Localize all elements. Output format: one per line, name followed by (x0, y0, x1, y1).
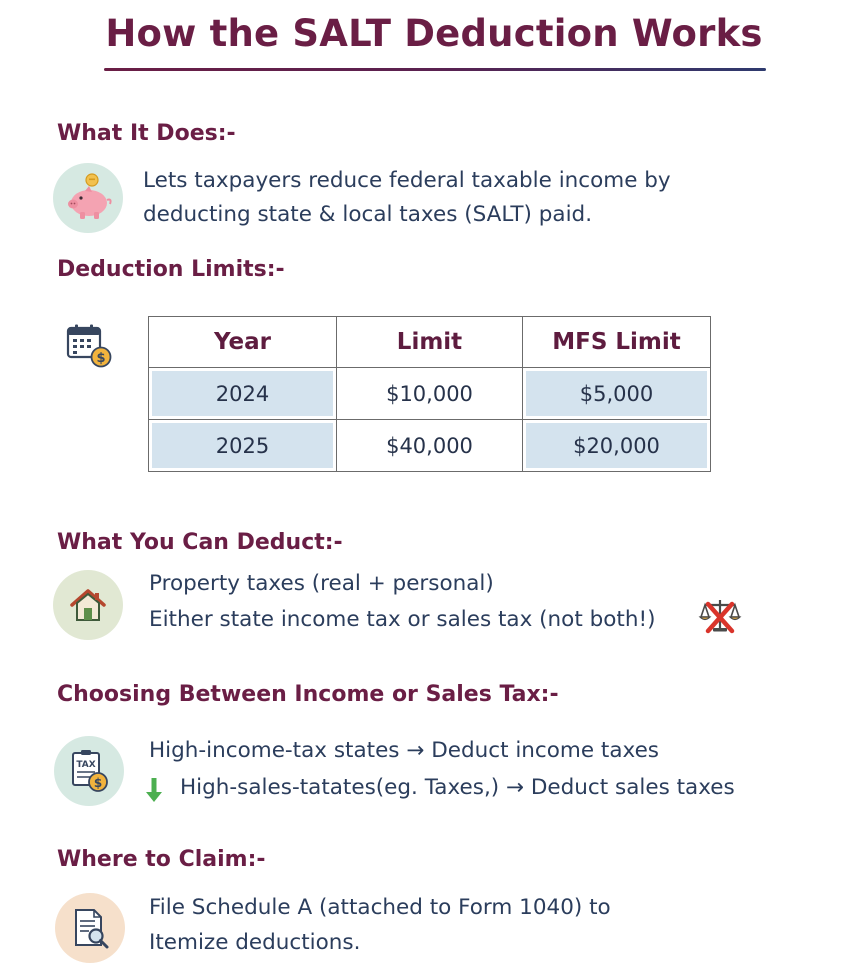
cell-value: $10,000 (386, 381, 473, 406)
page-title: How the SALT Deduction Works (105, 12, 763, 55)
deduction-limits-heading: Deduction Limits:- (57, 257, 285, 282)
piggy-bank-icon (53, 163, 123, 233)
cell-year (149, 368, 337, 420)
house-icon (53, 570, 123, 640)
tax-document-icon (54, 736, 124, 806)
calendar-dollar-icon (66, 323, 114, 369)
header-limit: Limit (337, 317, 523, 368)
cell-value: 2025 (152, 423, 333, 468)
what-you-can-deduct-line-1: Property taxes (real + personal) (149, 571, 494, 596)
cell-value: $20,000 (526, 423, 707, 468)
what-you-can-deduct-heading: What You Can Deduct:- (57, 530, 343, 555)
cell-value: 2024 (152, 371, 333, 416)
choosing-heading: Choosing Between Income or Sales Tax:- (57, 682, 559, 707)
header-year: Year (149, 317, 337, 368)
cell-mfs-limit (523, 420, 711, 472)
down-arrow-icon (143, 776, 165, 804)
deduction-limits-table (148, 316, 711, 472)
cell-limit (337, 368, 523, 420)
table-row (149, 420, 711, 472)
where-to-claim-heading: Where to Claim:- (57, 847, 266, 872)
what-you-can-deduct-line-2: Either state income tax or sales tax (not both!) (149, 607, 656, 632)
svg-text:$: $ (96, 351, 106, 366)
table-header-row (149, 317, 711, 368)
cell-value: $5,000 (526, 371, 707, 416)
cell-limit (337, 420, 523, 472)
scales-crossed-icon (698, 595, 742, 635)
choosing-line-2: High-sales-tatates(eg. Taxes,) → Deduct sales taxes (180, 775, 735, 800)
what-it-does-line-2: deducting state & local taxes (SALT) paid. (143, 202, 593, 227)
what-it-does-line-1: Lets taxpayers reduce federal taxable income by (143, 168, 671, 193)
what-it-does-heading: What It Does:- (57, 121, 236, 146)
table-row (149, 368, 711, 420)
svg-text:$: $ (93, 776, 103, 790)
cell-value: $40,000 (386, 433, 473, 458)
cell-year (149, 420, 337, 472)
title-underline (104, 68, 766, 71)
document-search-icon (55, 893, 125, 963)
svg-text:TAX: TAX (76, 760, 96, 770)
choosing-line-1: High-income-tax states → Deduct income taxes (149, 738, 660, 763)
header-mfs-limit: MFS Limit (523, 317, 711, 368)
where-to-claim-line-2: Itemize deductions. (149, 930, 361, 955)
cell-mfs-limit (523, 368, 711, 420)
where-to-claim-line-1: File Schedule A (attached to Form 1040) to (149, 895, 611, 920)
